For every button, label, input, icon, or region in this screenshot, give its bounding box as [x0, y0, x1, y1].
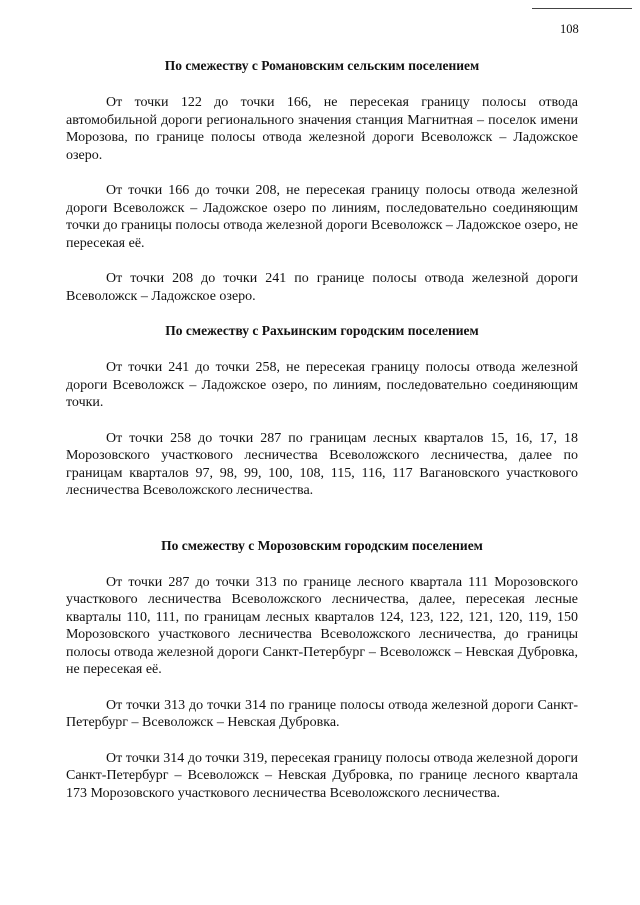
paragraph: От точки 313 до точки 314 по границе полосы отвода железной дороги Санкт-Петербург – Всеволожск – Невская Дубровка.: [66, 697, 578, 730]
paragraph: От точки 314 до точки 319, пересекая границу полосы отвода железной дороги Санкт-Петербург – Всеволожск – Невская Дубровка, по границе лесного квартала 173 Морозовского участкового лесничества Всеволожского лесничества.: [66, 750, 578, 801]
document-body: [66, 58, 578, 802]
top-rule: [532, 8, 632, 9]
paragraph: От точки 122 до точки 166, не пересекая границу полосы отвода автомобильной дороги регионального значения станция Магнитная – поселок имени Морозова, по границе полосы отвода железной дороги Всеволожск – Ладожское озеро.: [66, 95, 578, 163]
page-number: 108: [560, 22, 579, 36]
section-heading-rakhinskoe: По смежеству с Рахьинским городским поселением: [165, 323, 479, 338]
paragraph: От точки 166 до точки 208, не пересекая границу полосы отвода железной дороги Всеволожск – Ладожское озеро по линиям, последовательно соединяющим точки до границы полосы отвода железной дороги Всеволожск – Ладожское озеро, не пересекая её.: [66, 183, 578, 251]
paragraph: От точки 287 до точки 313 по границе лесного квартала 111 Морозовского участкового лесничества Всеволожского лесничества, далее, пересекая лесные кварталы 110, 111, по границам лесных кварталов 124, 123, 122, 121, 120, 119, 150 Морозовского участкового лесничества Всеволожского лесничества, до границы полосы отвода железной дороги Санкт-Петербург – Всеволожск – Невская Дубровка, не пересекая её.: [66, 574, 578, 677]
paragraph: От точки 258 до точки 287 по границам лесных кварталов 15, 16, 17, 18 Морозовского участкового лесничества Всеволожского лесничества, далее по границам кварталов 97, 98, 99, 100, 108, 115, 116, 117 Вагановского участкового лесничества Всеволожского лесничества.: [66, 430, 578, 498]
paragraph: От точки 208 до точки 241 по границе полосы отвода железной дороги Всеволожск – Ладожское озеро.: [66, 271, 578, 304]
paragraph: От точки 241 до точки 258, не пересекая границу полосы отвода железной дороги Всеволожск – Ладожское озеро, по линиям, последовательно соединяющим точки.: [66, 360, 578, 410]
section-heading-romanovskoe: По смежеству с Романовским сельским поселением: [164, 58, 480, 73]
section-heading-morozovskoe: По смежеству с Морозовским городским поселением: [161, 537, 483, 553]
